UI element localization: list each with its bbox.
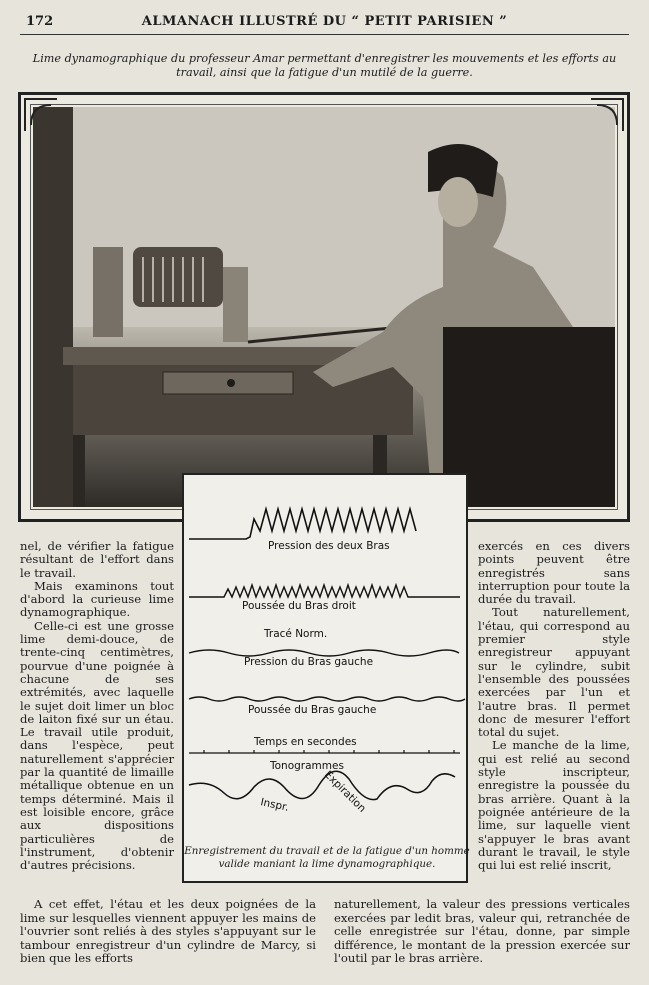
left-paragraph: nel, de vérifier la fatigue résultant de l'effort dans le travail. [20, 539, 174, 580]
trace-poussee-bras-droit [189, 585, 460, 597]
label-temps-secondes: Temps en secondes [254, 736, 357, 748]
trace-poussee-bras-gauche [189, 697, 465, 701]
diagram-caption: Enregistrement du travail et de la fatigue d'un homme valide maniant la lime dynamographique. [184, 845, 470, 870]
left-paragraph: Celle-ci est une grosse lime demi-douce, de trente-cinq centimètres, pourvue d'une poignée à chacune de ses extrémités, avec laquelle le sujet doit limer un bloc de laiton fixé sur un étau. Le travail utile produit, dans l'espèce, peut naturellement s'apprécier par la quantité de limaille métallique obtenue en un temps déterminé. Mais il est loisible encore, grâce aux dispositions particulières de l'instrument, d'obtenir d'autres précisions. [20, 618, 174, 873]
trace-tonogramme [189, 771, 455, 799]
bottom-right-paragraph: naturellement, la valeur des pressions verticales exercées par ledit bras, valeur qui, retranchée de celle enregistrée sur l'étau, donne, par simple différence, le montant de la pression exercée sur l'outil par le bras arrière. [334, 897, 630, 966]
label-tonogrammes: Tonogrammes [270, 760, 344, 772]
label-pression-bras-gauche: Pression du Bras gauche [244, 656, 374, 668]
trace-pression-deux-bras [189, 509, 416, 539]
left-column [20, 540, 174, 872]
page-header [24, 14, 625, 34]
right-paragraph: Tout naturellement, l'étau, qui correspond au premier style enregistreur appuyant sur le cylindre, subit l'ensemble des poussées exercées par l'un et l'autre bras. Il permet donc de mesurer l'effort total du sujet. [478, 605, 630, 740]
laboratory-photo [33, 107, 615, 507]
trace-temps [189, 750, 460, 753]
right-paragraph: Le manche de la lime, qui est relié au second style inscripteur, enregistre la poussée du bras arrière. Quant à la poignée antérieure de la lime, sur laquelle vient s'appuyer le bras avant durant le travail, le style qui lui est relié inscrit, [478, 738, 630, 873]
bottom-right-text [334, 898, 630, 966]
trace-chart [184, 475, 466, 881]
label-inspiration: Inspr. [259, 796, 290, 814]
label-pression-deux-bras: Pression des deux Bras [268, 540, 390, 552]
bottom-left-text [20, 898, 316, 966]
running-title: ALMANACH ILLUSTRÉ DU “ PETIT PARISIEN ” [141, 14, 508, 29]
corner-ornament-top-left [23, 97, 59, 133]
laboratory-photo-illustration [33, 107, 615, 507]
label-trace-norm: Tracé Norm. [264, 628, 328, 640]
bottom-left-paragraph: A cet effet, l'étau et les deux poignées de la lime sur lesquelles viennent appuyer les mains de l'ouvrier sont reliés à des styles s'appuyant sur le tambour enregistreur d'un cylindre de Marcy, si bien que les efforts [20, 897, 316, 966]
right-paragraph: exercés en ces divers points peuvent être enregistrés sans interruption pour toute la durée du travail. [478, 539, 630, 607]
page-number: 172 [26, 14, 54, 29]
left-paragraph: Mais examinons tout d'abord la curieuse lime dynamographique. [20, 578, 174, 620]
header-rule [20, 34, 629, 35]
right-column [478, 540, 630, 872]
label-expiration: Expiration [321, 768, 369, 815]
photo-caption: Lime dynamographique du professeur Amar permettant d'enregistrer les mouvements et les efforts au travail, ainsi que la fatigue d'un mutilé de la guerre. [32, 52, 617, 79]
corner-ornament-top-right [589, 97, 625, 133]
label-poussee-bras-droit: Poussée du Bras droit [242, 600, 356, 612]
photo-frame [18, 92, 630, 522]
recording-diagram [182, 473, 468, 883]
label-poussee-bras-gauche: Poussée du Bras gauche [248, 704, 377, 716]
